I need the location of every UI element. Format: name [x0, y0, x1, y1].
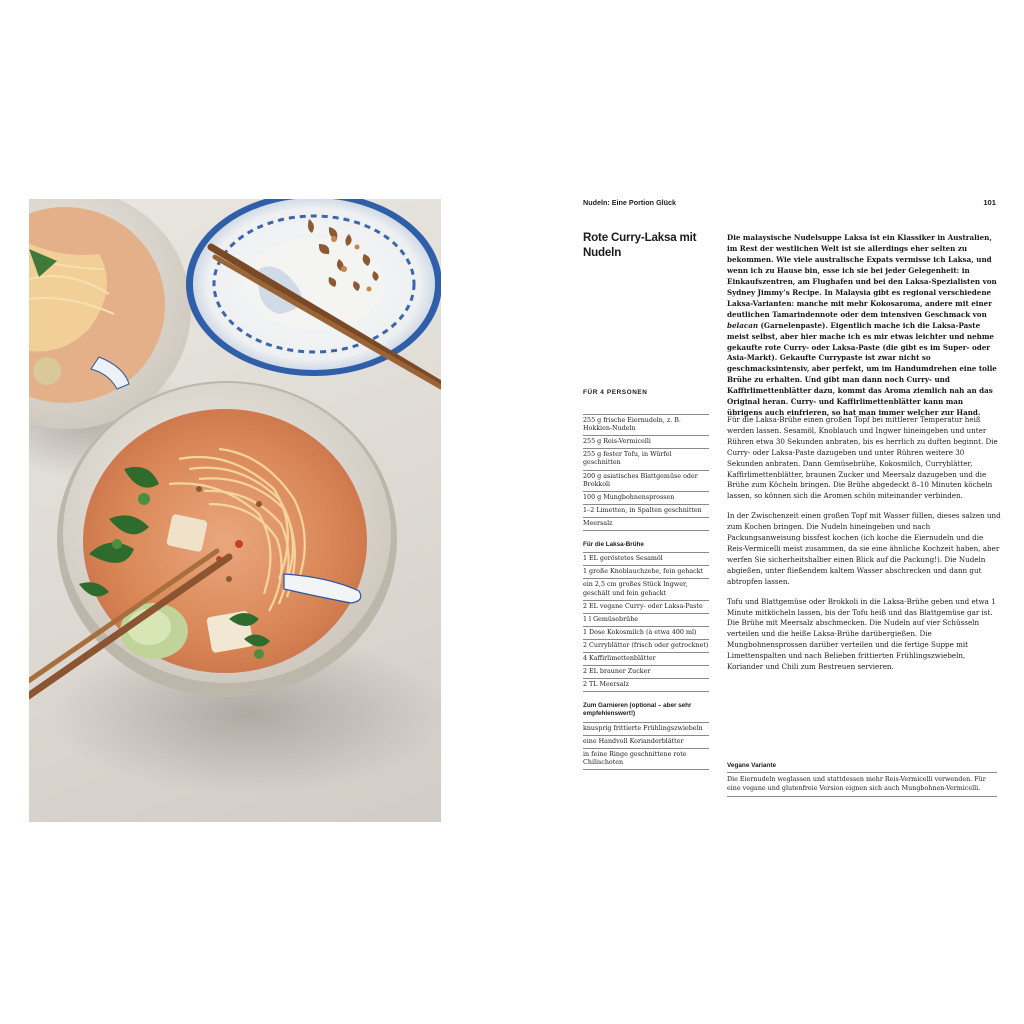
ingredient-item: 255 g Reis-Vermicelli: [583, 436, 709, 449]
intro-italic-term: belacan: [727, 320, 759, 330]
ingredient-item: 200 g asiatisches Blattgemüse oder Brokkoli: [583, 471, 709, 492]
recipe-title: Rote Curry-Laksa mit Nudeln: [583, 231, 697, 259]
recipe-photo: [29, 199, 441, 822]
ingredient-group-title: Zum Garnieren (optional – aber sehr empfehlenswert!): [583, 702, 692, 718]
ingredient-group-main: [583, 414, 709, 531]
vegan-variant-box: [727, 762, 997, 797]
main-bowl: [57, 381, 397, 697]
ingredient-item: Meersalz: [583, 518, 709, 531]
ingredient-item: 100 g Mungbohnensprossen: [583, 492, 709, 505]
intro-text-part: Die malaysische Nudelsuppe Laksa ist ein Klassiker in Australien, im Rest der westlichen Welt ist sie allerdings eher selten zu bekommen. Wie viele australische Expats vermisse ich Laksa, und wenn ich zu Hause bin, esse ich sie bei jeder Gelegenheit: in Einkaufszentren, am Flughafen und bei den Laksa-Spezialisten von Sydney Jimmy’s Recipe. In Malaysia gibt es regional verschiedene Laksa-Varianten: manche mit mehr Kokosaroma, andere mit einer deutlichen Tamarindennote oder dem intensiven Geschmack von: [727, 233, 997, 319]
page-number: 101: [983, 198, 996, 207]
ingredient-item: 2 EL vegane Curry- oder Laksa-Paste: [583, 601, 709, 614]
recipe-intro: [727, 233, 999, 419]
ingredient-item: ein 2,5 cm großes Stück Ingwer, geschält und fein gehackt: [583, 579, 709, 600]
ingredient-item: 4 Kaffirlimettenblätter: [583, 653, 709, 666]
ingredient-item: 1 große Knoblauchzehe, fein gehackt: [583, 566, 709, 579]
ingredient-item: 2 Curryblätter (frisch oder getrocknet): [583, 640, 709, 653]
ingredients-column: [583, 389, 709, 780]
running-head: Nudeln: Eine Portion Glück: [583, 198, 677, 207]
intro-paragraph: [727, 233, 999, 419]
ingredient-item: 2 EL brauner Zucker: [583, 666, 709, 679]
serving-size: FÜR 4 PERSONEN: [583, 389, 648, 396]
ingredient-item: knusprig frittierte Frühlingszwiebeln: [583, 723, 709, 736]
method-step: Tofu und Blattgemüse oder Brokkoli in die Laksa-Brühe geben und etwa 1 Minute mitköcheln lassen, bis der Tofu heiß und das Blattgemüse gar ist. Die Brühe mit Meersalz abschmecken. Die Nudeln auf vier Schüsseln verteilen und die heiße Laksa-Brühe darübergießen. Die Mungbohnensprossen darüber verteilen und die fertige Suppe mit Limettenspalten und nach Belieben frittierten Frühlingszwiebeln, Koriander und Chili zum Bestreuen servieren.: [727, 596, 996, 672]
ingredient-list: [583, 414, 709, 531]
ingredient-item: 255 g fester Tofu, in Würfel geschnitten: [583, 449, 709, 470]
ingredient-group-broth: [583, 541, 709, 692]
intro-text-part: (Garnelenpaste). Eigentlich mache ich die Laksa-Paste meist selbst, aber hier mache ich es mir etwas leichter und nehme gekaufte rote Curry- oder Laksa-Paste (die gibt es im Super- oder Asia-Markt). Gekaufte Currypaste ist zwar nicht so geschmacksintensiv, aber perfekt, um im Handumdrehen eine tolle Brühe zu erhalten. Und gibt man dann noch Curry- und Kaffirlimettenblätter dazu, kommt das Aroma ziemlich nah an das Original heran. Curry- und Kaffirlimettenblätter kann man übrigens auch einfrieren, so hat man immer welcher zur Hand.: [727, 320, 997, 418]
plate: [186, 199, 441, 376]
ingredient-group-garnish: [583, 702, 709, 770]
method-step: In der Zwischenzeit einen großen Topf mit Wasser füllen, dieses salzen und zum Kochen bringen. Die Nudeln hineingeben und nach Packungsanweisung bissfest kochen (ich koche die Eiernudeln und die Reis-Vermicelli meist zusammen, da sie eine ähnliche Kochzeit haben, aber werfen Sie sicherheitshalber einen Blick auf die Packung!). Die Nudeln abgießen, unter fließendem kaltem Wasser abschrecken und dann gut abtropfen lassen.: [727, 511, 1001, 586]
ingredient-group-title: Für die Laksa-Brühe: [583, 541, 644, 549]
ingredient-item: 255 g frische Eiernudeln, z. B. Hokkien-Nudeln: [583, 415, 709, 436]
ingredient-item: 2 TL Meersalz: [583, 679, 709, 692]
ingredient-item: eine Handvoll Korianderblätter: [583, 736, 709, 749]
method-step: Für die Laksa-Brühe einen großen Topf bei mittlerer Temperatur heiß werden lassen. Sesamöl, Knoblauch und Ingwer hineingeben und unter Rühren etwa 30 Sekunden anbraten, bis es herrlich zu duften beginnt. Die Curry- oder Laksa-Paste dazugeben und unter Rühren weitere 30 Sekunden anbraten. Dann Gemüsebrühe, Kokosmilch, Curryblätter, Kaffirlimettenblätter, braunen Zucker und Meersalz dazugeben und die Brühe zum Köcheln bringen. Die Brühe abgedeckt 8–10 Minuten köcheln lassen, so können sich die Aromen schön miteinander verbinden.: [727, 415, 998, 501]
ingredient-list: [583, 552, 709, 692]
method-column: [727, 415, 1001, 682]
ingredient-item: 1 l Gemüsebrühe: [583, 614, 709, 627]
ingredient-list: [583, 722, 709, 770]
ingredient-item: 1–2 Limetten, in Spalten geschnitten: [583, 505, 709, 518]
variant-title: Vegane Variante: [727, 762, 777, 769]
ingredient-item: in feine Ringe geschnittene rote Chilischoten: [583, 749, 709, 770]
ingredient-item: 1 EL geröstetes Sesamöl: [583, 553, 709, 566]
ingredient-item: 1 Dose Kokosmilch (à etwa 400 ml): [583, 627, 709, 640]
variant-text: Die Eiernudeln weglassen und stattdessen mehr Reis-Vermicelli verwenden. Für eine vegane und glutenfreie Version eignen sich auch Mungbohnen-Vermicelli.: [727, 772, 997, 797]
